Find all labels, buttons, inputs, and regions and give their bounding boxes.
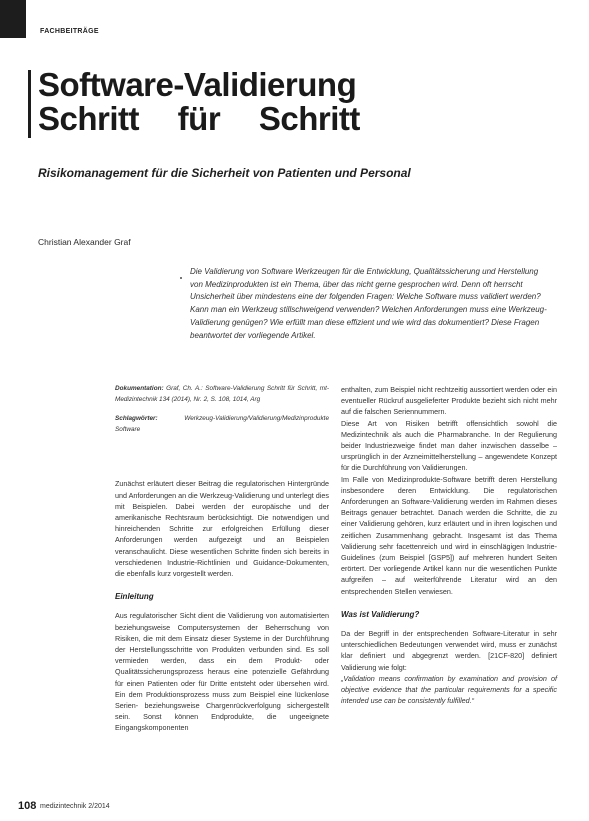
definition-quote: „Validation means confirmation by examination and provision of objective evidence that the particular requirements for a specific intended use can be consistently fulfilled.“ — [341, 673, 557, 706]
body-paragraph: Aus regulatorischer Sicht dient die Validierung von automatisierten beziehungsweise Computersystemen der Beherrschung von Risiken, die mit dem Einsatz dieser Systeme in der Durchführung der Herstellungsschritte von Produkten verbunden sind. Es soll vermieden werden, dass ein dem Produkt- oder Qualitätssicherungsprozess heraus eine potenzielle Gefährdung für einen Patienten oder für Dritte entsteht oder übersehen wird. Ein dem Produktionsprozess muss zum Beispiel eine lückenlose Serien- beziehungsweise Chargenrückverfolgung sichergestellt sein. Sonst können Endprodukte, die ungeeignete Eingangskomponenten — [115, 611, 329, 733]
title-line-2: Schritt für Schritt — [38, 100, 360, 137]
section-heading-einleitung: Einleitung — [115, 592, 154, 602]
documentation-label: Dokumentation: — [115, 385, 164, 392]
body-paragraph: Da der Begriff in der entsprechenden Software-Literatur in sehr unterschiedlichen Bedeutungen verwendet wird, muss er zunächst klar definiert und abgegrenzt werden. [21CF-820] definiert Validierung wie folgt: — [341, 629, 557, 672]
abstract: Die Validierung von Software Werkzeugen für die Entwicklung, Qualitätssicherung und Herstellung von Medizinprodukten ist ein Thema, über das nicht gerne gesprochen wird. Denn oft herrscht Unsicherheit über mindestens eine der folgenden Fragen: Welche Software muss validiert werden? Kann man ein Werkzeug stillschweigend verwenden? Welchen Anforderungen muss eine Werkzeug-Validierung genügen? Wie erfüllt man diese effizient und wie wird das dokumentiert? Diese Fragen beantwortet der vorliegende Artikel. — [190, 267, 547, 340]
documentation-text: Graf, Ch. A.: Software-Validierung Schritt für Schritt, mt-Medizintechnik 134 (2014), Nr. 2, S. 108, 1014, Arg — [115, 385, 329, 403]
intro-paragraph: Zunächst erläutert dieser Beitrag die regulatorischen Hintergründe und Anforderungen an die Werkzeug-Validierung und unterlegt dies mit Beispielen. Dabei werden der europäische und der amerikanische Rechtsraum berücksichtigt. Die notwendigen und hinreichenden Schritte zur erfolgreichen Erfüllung dieser Anforderungen werden aufgezeigt und an Beispielen veranschaulicht. Diese wesentlichen Schritte finden sich bereits in verschiedenen Industrie-Richtlinien und Guidance-Dokumenten, die ebenfalls kurz vorgestellt werden. — [115, 479, 329, 578]
keywords-line — [115, 414, 329, 435]
section-heading-validierung: Was ist Validierung? — [341, 609, 420, 619]
abstract-marker — [180, 277, 182, 279]
article-title — [38, 68, 378, 136]
body-paragraph: Im Falle von Medizinprodukte-Software betrifft deren Herstellung insbesondere deren Entwicklung. Die regulatorischen Anforderungen an Software-Validierung werden im Rahmen dieses Beitrags genauer betrachtet. Danach werden die Schritte, die zu einer Validierung gehören, kurz erläutert und in ihren logischen und zeitlichen Zusammenhang gebracht. Insgesamt ist das Thema Validierung sehr facettenreich und wird in einschlägigen Industrie-Guidelines (zum Beispiel [GSP5]) auf mehreren hundert Seiten erörtert. Der vorliegende Artikel kann nur die wesentlichen Punkte aufgreifen – auf weiterführende Literatur wird an den entsprechenden Stellen verwiesen. — [341, 474, 557, 596]
keywords-text: Werkzeug-Validierung/Validierung/Medizinprodukte Software — [115, 415, 329, 433]
section-label: FACHBEITRÄGE — [40, 28, 99, 35]
page-number: 108 — [18, 800, 37, 812]
body-paragraph: enthalten, zum Beispiel nicht rechtzeitig aussortiert werden oder ein eventueller Rückruf ausgelieferter Produkte bezieht sich nicht mehr auf die falschen Seriennummern. — [341, 385, 557, 417]
left-column — [115, 384, 329, 734]
body-paragraph: Diese Art von Risiken betrifft offensichtlich sowohl die Medizintechnik als auch die Pharmabranche. In der Regulierung beider Industriezweige findet man daher inzwischen dasselbe – ursprünglich in der Arzneimittelherstellung – angewendete Konzept für die Durchführung von Validierungen. — [341, 418, 557, 473]
author-name: Christian Alexander Graf — [38, 237, 131, 247]
section-marker-bar — [0, 0, 26, 38]
right-column — [341, 384, 557, 706]
title-rule — [28, 70, 31, 138]
keywords-label: Schlagwörter: — [115, 415, 158, 423]
documentation-line — [115, 384, 329, 405]
journal-name: medizintechnik 2/2014 — [40, 803, 110, 810]
article-subtitle: Risikomanagement für die Sicherheit von Patienten und Personal — [38, 166, 411, 180]
title-line-1: Software-Validierung — [38, 66, 357, 103]
